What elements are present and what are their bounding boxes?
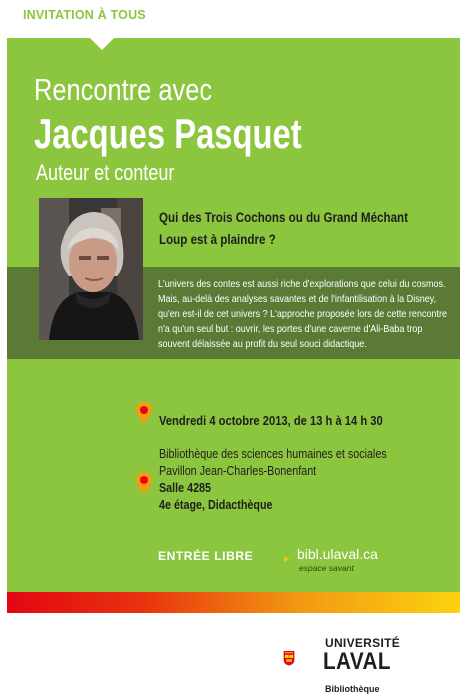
speaker-portrait-image — [39, 198, 143, 340]
location-pin-icon — [136, 402, 152, 424]
title-intro: Rencontre avec — [34, 72, 213, 107]
location-floor: 4e étage, Didacthèque — [159, 498, 273, 512]
event-date: Vendredi 4 octobre 2013, de 13 h à 14 h 30 — [159, 413, 383, 428]
color-stripe — [7, 592, 460, 613]
free-entry-label: ENTRÉE LIBRE — [158, 549, 254, 563]
logo-university-text: UNIVERSITÉ — [325, 636, 401, 650]
website-link[interactable]: bibl.ulaval.ca — [297, 546, 378, 562]
event-description: L'univers des contes est aussi riche d'explorations que celui du cosmos. Mais, au-delà des analyses savantes et de l'infantilisation à la Disney, qu'en est-il de cet univers ? L'approche proposée lors de cette rencontre n'a qu'un seul but : ouvrir, les portes d'une caverne d'Ali-Baba trop souvent délaissée au profit du seul souci didactique. — [158, 278, 448, 350]
university-crest-icon — [283, 634, 321, 682]
header-bar — [7, 0, 460, 38]
location-pin-icon — [136, 472, 152, 494]
speaker-name: Jacques Pasquet — [34, 110, 302, 157]
event-location — [159, 446, 443, 514]
location-building: Bibliothèque des sciences humaines et sociales — [159, 447, 387, 461]
portrait-illustration — [39, 198, 143, 340]
location-room: Salle 4285 — [159, 481, 212, 495]
invitation-label: INVITATION À TOUS — [23, 8, 146, 22]
event-question: Qui des Trois Cochons ou du Grand Méchant Loup est à plaindre ? — [159, 210, 408, 247]
speaker-role: Auteur et conteur — [36, 160, 175, 185]
website-tagline: espace savant — [299, 563, 354, 573]
logo-laval-text: LAVAL — [323, 648, 391, 675]
arrow-icon: ▸ — [284, 553, 290, 565]
location-pavilion: Pavillon Jean-Charles-Bonenfant — [159, 464, 317, 478]
logo-department-text: Bibliothèque — [325, 684, 380, 694]
speech-bubble-tip — [90, 38, 114, 50]
